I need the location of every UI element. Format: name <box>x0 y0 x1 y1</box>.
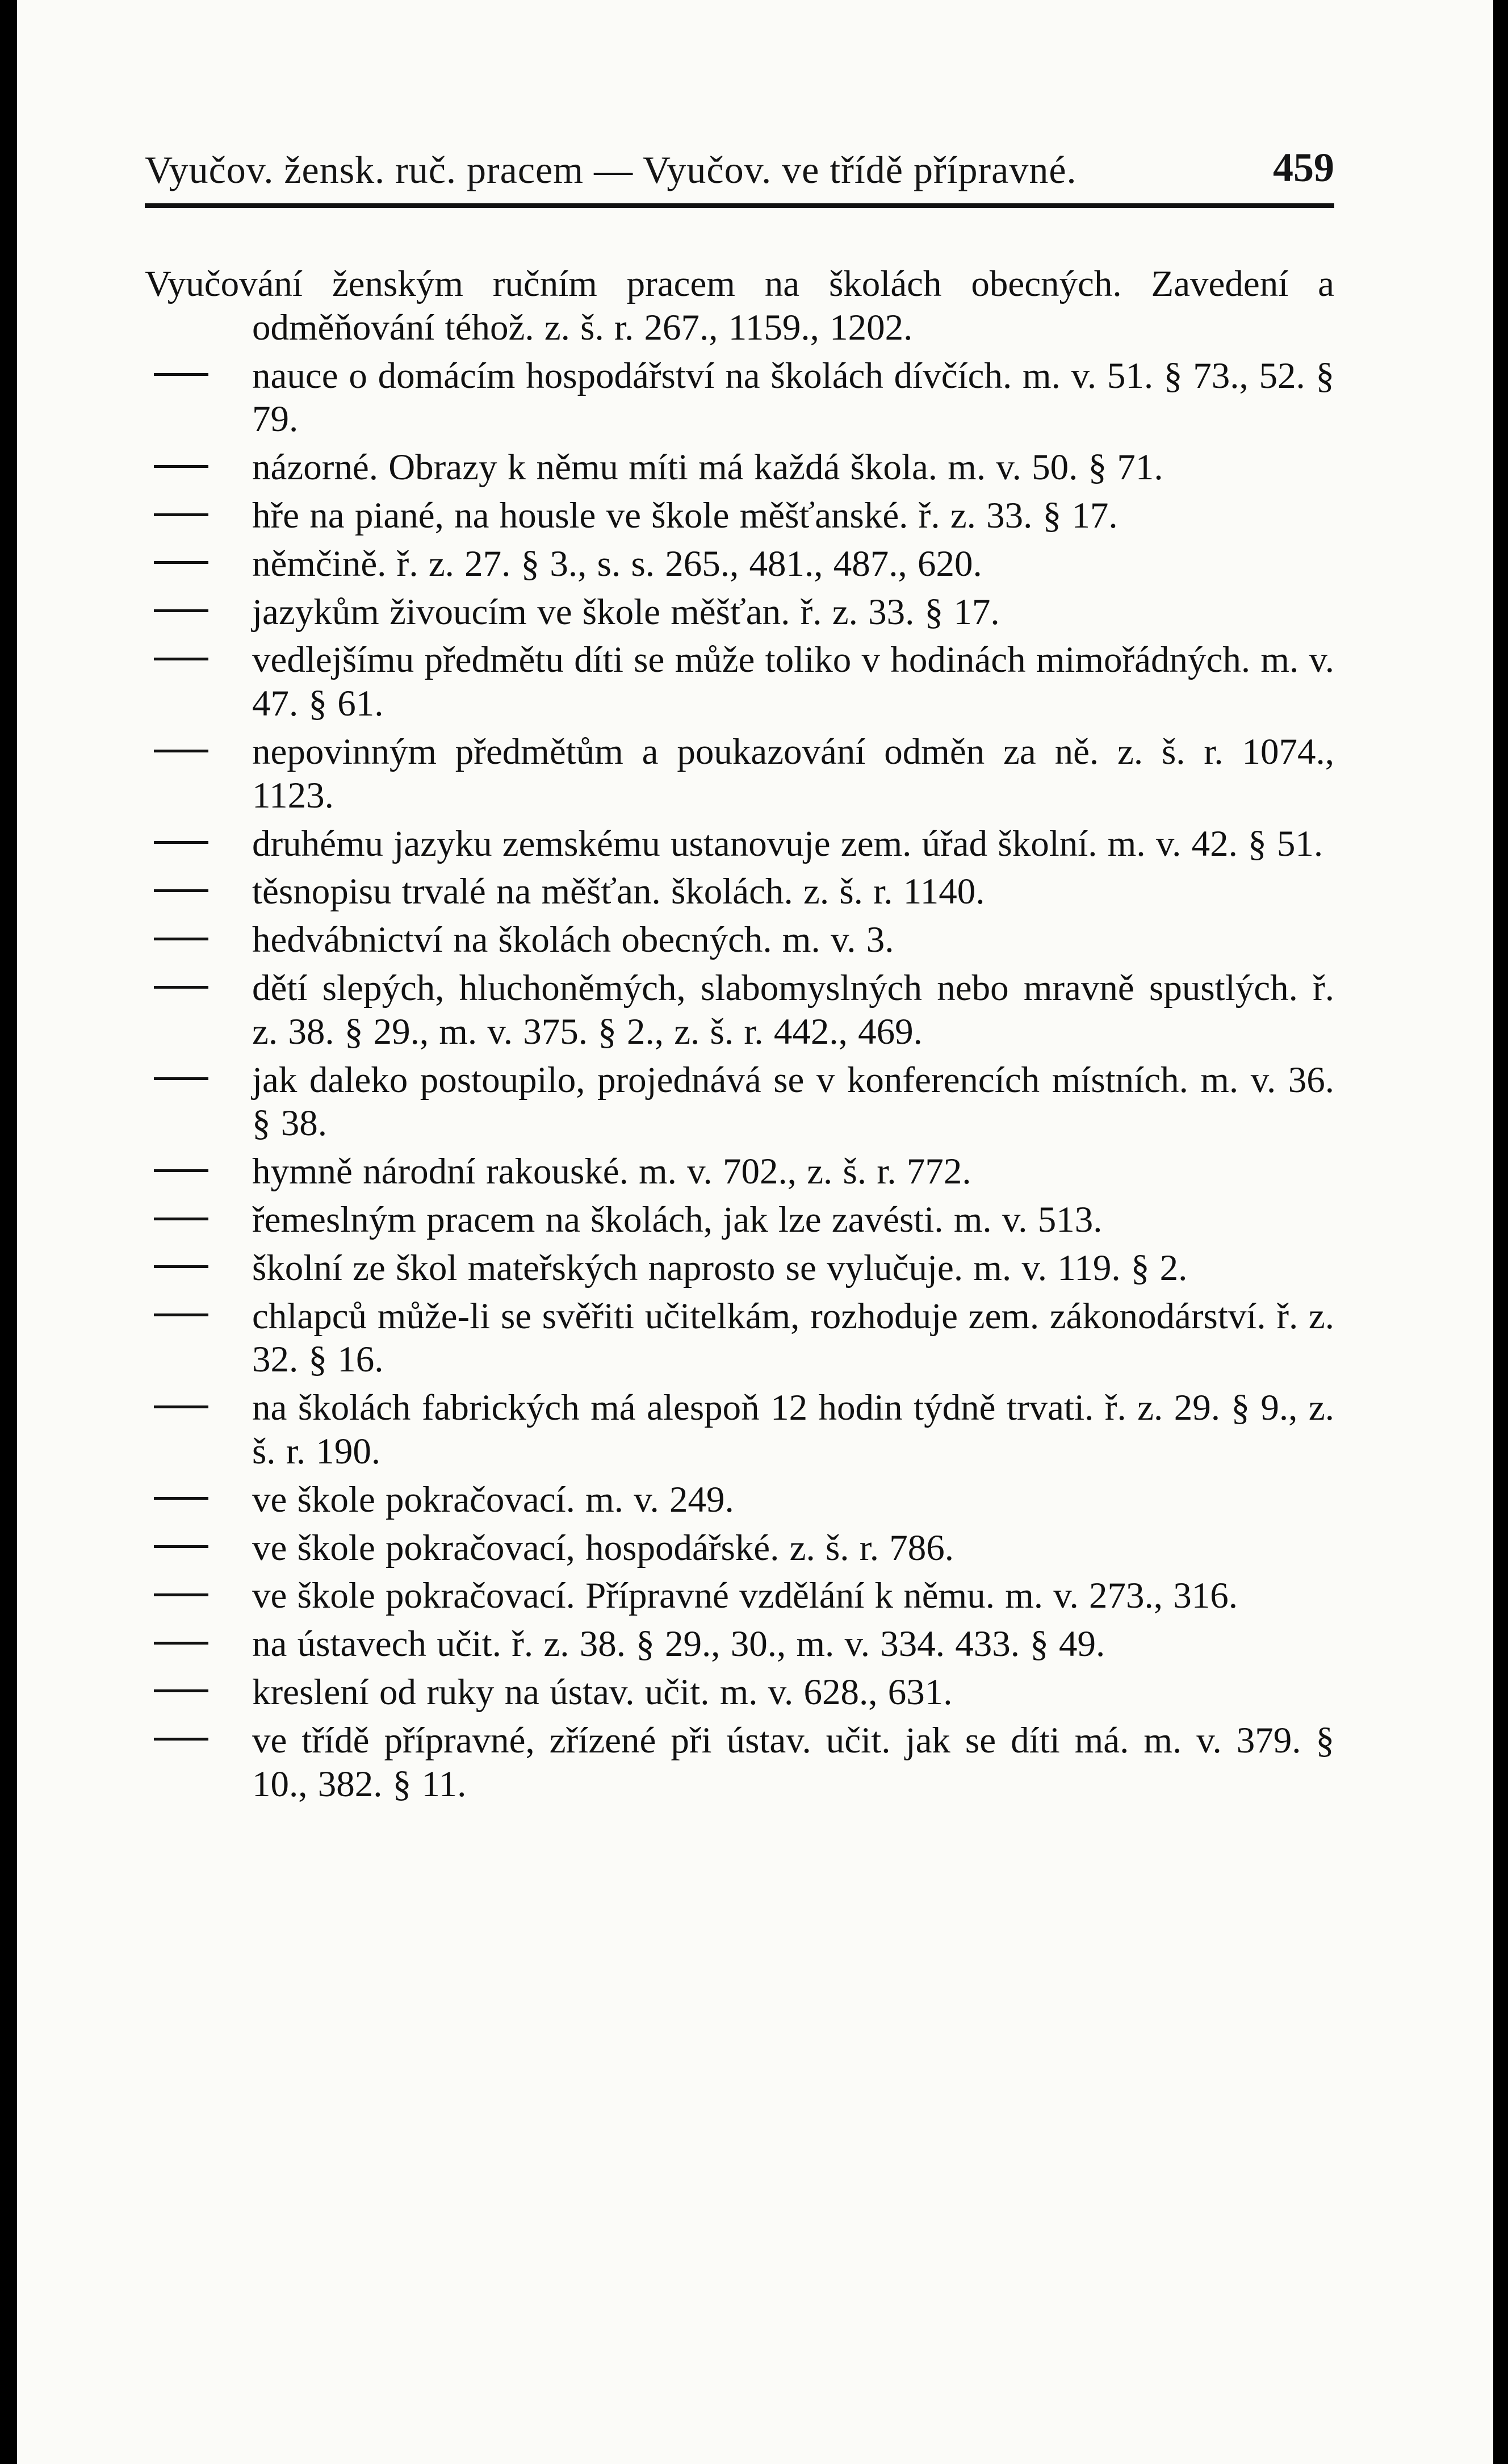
entry-text: ve škole pokračovací, hospodářské. z. š. r. 786. <box>252 1527 954 1568</box>
index-subentry <box>145 494 1334 538</box>
entry-text: kreslení od ruky na ústav. učit. m. v. 628., 631. <box>252 1671 953 1713</box>
em-dash-mark <box>145 446 252 490</box>
em-dash-mark <box>145 1622 252 1666</box>
index-entries <box>145 262 1334 1806</box>
em-dash-mark <box>145 730 252 774</box>
em-dash-mark <box>145 1478 252 1522</box>
index-subentry <box>145 446 1334 490</box>
index-subentry <box>145 730 1334 818</box>
entry-text: názorné. Obrazy k němu míti má každá škola. m. v. 50. § 71. <box>252 447 1163 488</box>
em-dash-mark <box>145 1574 252 1618</box>
index-subentry <box>145 1150 1334 1194</box>
em-dash-mark <box>145 591 252 634</box>
index-subentry <box>145 1478 1334 1522</box>
running-header <box>145 128 1334 196</box>
entry-text: němčině. ř. z. 27. § 3., s. s. 265., 481., 487., 620. <box>252 543 982 584</box>
em-dash-mark <box>145 494 252 538</box>
entry-text: Vyučování ženským ručním pracem na školách obecných. Zavedení a odměňování téhož. z. š. r. 267., 1159., 1202. <box>145 263 1334 348</box>
em-dash-mark <box>145 1671 252 1714</box>
header-rule <box>145 203 1334 208</box>
book-page <box>17 0 1493 2464</box>
em-dash-mark <box>145 1198 252 1242</box>
entry-text: školní ze škol mateřských naprosto se vylučuje. m. v. 119. § 2. <box>252 1247 1188 1289</box>
index-entry-main <box>145 262 1334 350</box>
em-dash-mark <box>145 918 252 962</box>
em-dash-mark <box>145 354 252 398</box>
index-subentry <box>145 822 1334 866</box>
index-subentry <box>145 1574 1334 1618</box>
index-subentry <box>145 1386 1334 1474</box>
em-dash-mark <box>145 1526 252 1570</box>
index-subentry <box>145 1295 1334 1382</box>
entry-text: hře na piané, na housle ve škole měšťanské. ř. z. 33. § 17. <box>252 495 1118 536</box>
index-subentry <box>145 591 1334 634</box>
em-dash-mark <box>145 542 252 586</box>
entry-text: hymně národní rakouské. m. v. 702., z. š. r. 772. <box>252 1151 971 1193</box>
index-subentry <box>145 918 1334 962</box>
index-subentry <box>145 1059 1334 1146</box>
entry-text: nauce o domácím hospodářství na školách dívčích. m. v. 51. § 73., 52. § 79. <box>252 355 1334 440</box>
index-subentry <box>145 638 1334 726</box>
em-dash-mark <box>145 1059 252 1102</box>
entry-text: ve škole pokračovací. Přípravné vzdělání k němu. m. v. 273., 316. <box>252 1575 1238 1617</box>
page-number: 459 <box>1273 145 1334 190</box>
em-dash-mark <box>145 967 252 1010</box>
em-dash-mark <box>145 1150 252 1194</box>
index-subentry <box>145 967 1334 1054</box>
em-dash-mark <box>145 638 252 682</box>
entry-text: jazykům živoucím ve škole měšťan. ř. z. 33. § 17. <box>252 591 1000 633</box>
entry-text: na ústavech učit. ř. z. 38. § 29., 30., m. v. 334. 433. § 49. <box>252 1624 1105 1665</box>
entry-text: hedvábnictví na školách obecných. m. v. 3. <box>252 919 894 961</box>
entry-text: jak daleko postoupilo, projednává se v konferencích místních. m. v. 36. § 38. <box>252 1059 1334 1144</box>
entry-text: ve škole pokračovací. m. v. 249. <box>252 1479 734 1520</box>
index-subentry <box>145 1622 1334 1666</box>
index-subentry <box>145 1671 1334 1714</box>
entry-text: ve třídě přípravné, zřízené při ústav. učit. jak se díti má. m. v. 379. § 10., 382. § 11. <box>252 1720 1334 1805</box>
entry-text: druhému jazyku zemskému ustanovuje zem. úřad školní. m. v. 42. § 51. <box>252 823 1323 864</box>
index-subentry <box>145 354 1334 442</box>
em-dash-mark <box>145 870 252 914</box>
entry-text: řemeslným pracem na školách, jak lze zavésti. m. v. 513. <box>252 1199 1103 1240</box>
running-header-title: Vyučov. žensk. ruč. pracem — Vyučov. ve třídě přípravné. <box>145 148 1077 191</box>
index-subentry <box>145 1719 1334 1806</box>
index-subentry <box>145 1198 1334 1242</box>
entry-text: těsnopisu trvalé na měšťan. školách. z. š. r. 1140. <box>252 871 985 913</box>
em-dash-mark <box>145 1386 252 1430</box>
entry-text: na školách fabrických má alespoň 12 hodin týdně trvati. ř. z. 29. § 9., z. š. r. 190. <box>252 1387 1334 1472</box>
em-dash-mark <box>145 1246 252 1290</box>
index-subentry <box>145 1526 1334 1570</box>
index-subentry <box>145 1246 1334 1290</box>
em-dash-mark <box>145 1295 252 1338</box>
em-dash-mark <box>145 822 252 866</box>
entry-text: vedlejšímu předmětu díti se může toliko v hodinách mimořádných. m. v. 47. § 61. <box>252 639 1334 725</box>
entry-text: dětí slepých, hluchoněmých, slabomyslných nebo mravně spustlých. ř. z. 38. § 29., m. v. 375. § 2., z. š. r. 442., 469. <box>252 967 1334 1052</box>
entry-text: nepovinným předmětům a poukazování odměn za ně. z. š. r. 1074., 1123. <box>252 731 1334 816</box>
index-subentry <box>145 870 1334 914</box>
em-dash-mark <box>145 1719 252 1763</box>
entry-text: chlapců může-li se svěřiti učitelkám, rozhoduje zem. zákonodárství. ř. z. 32. § 16. <box>252 1295 1334 1380</box>
index-subentry <box>145 542 1334 586</box>
